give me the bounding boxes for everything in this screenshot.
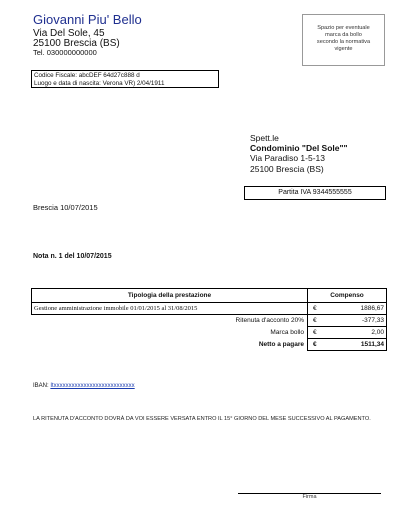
table-row: [32, 315, 387, 327]
row-label: Marca bollo: [270, 329, 304, 336]
currency-symbol: €: [307, 327, 329, 339]
sender-address: Via Del Sole, 45: [33, 28, 105, 39]
stamp-line: secondo la normativa: [316, 39, 371, 45]
table-row: [32, 327, 387, 339]
signature-label: Firma: [302, 494, 317, 500]
iban: [33, 383, 135, 389]
stamp-box: [302, 14, 385, 66]
row-amount: 2,00: [330, 327, 387, 339]
vat-box: Partita IVA 9344555555: [244, 186, 386, 200]
table-row: [32, 339, 387, 351]
recipient-street: Via Paradiso 1-5-13: [250, 153, 325, 163]
iban-label: IBAN:: [33, 383, 49, 389]
header-service: Tipologia della prestazione: [32, 289, 308, 303]
place-date: Brescia 10/07/2015: [33, 203, 98, 212]
recipient-name: Condominio "Del Sole"": [250, 143, 348, 153]
stamp-line: Spazio per eventuale: [317, 25, 370, 31]
birth-info: Luogo e data di nascita: Verona VR) 2/04/1911: [34, 79, 165, 87]
services-table: [31, 288, 387, 351]
sender-city: 25100 Brescia (BS): [33, 38, 120, 49]
table-header-row: [32, 289, 387, 303]
row-amount: -377,33: [330, 315, 387, 327]
iban-link[interactable]: Itxxxxxxxxxxxxxxxxxxxxxxxxxxx: [50, 383, 135, 389]
withholding-notice: LA RITENUTA D'ACCONTO DOVRÀ DA VOI ESSERE VERSATA ENTRO IL 15° GIORNO DEL MESE SUCCESSIVO AL PAGAMENTO.: [33, 416, 371, 422]
total-label: Netto a pagare: [258, 341, 304, 348]
stamp-line: marca da bollo: [325, 32, 362, 38]
recipient-city: 25100 Brescia (BS): [250, 164, 324, 174]
currency-symbol: €: [307, 315, 329, 327]
sender-name: Giovanni Piu' Bello: [33, 12, 142, 27]
currency-symbol: €: [307, 303, 329, 315]
currency-symbol: €: [307, 339, 329, 351]
recipient-salutation: Spett.le: [250, 133, 279, 143]
header-amount: Compenso: [307, 289, 386, 303]
table-row: [32, 303, 387, 315]
total-amount: 1511,34: [330, 339, 387, 351]
fiscal-box: [31, 70, 219, 88]
row-label: Ritenuta d'acconto 20%: [235, 317, 304, 325]
stamp-line: vigente: [334, 46, 353, 52]
sender-phone: Tel. 030000000000: [33, 48, 97, 57]
service-amount: 1886,67: [330, 303, 387, 315]
service-description: Gestione amministrazione immobile 01/01/2015 al 31/08/2015: [32, 303, 308, 315]
note-title: Nota n. 1 del 10/07/2015: [33, 253, 112, 260]
fiscal-code: Codice Fiscale: abcDEF 64d27c888 d: [34, 72, 140, 79]
